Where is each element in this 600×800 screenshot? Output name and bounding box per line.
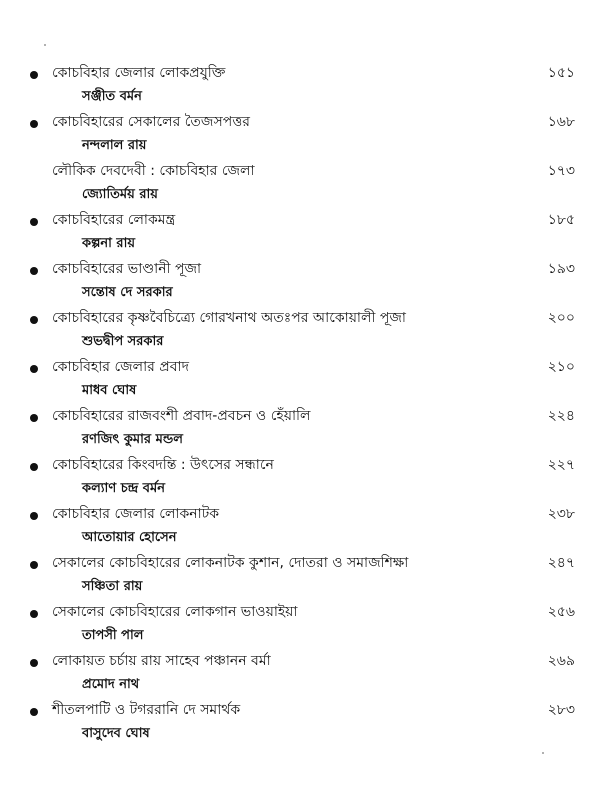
table-of-contents: [30, 62, 575, 748]
entry-author: নন্দলাল রায়: [82, 138, 147, 153]
toc-entry: [30, 62, 575, 111]
bullet-icon: [30, 267, 38, 275]
entry-page-number: ১৫১: [547, 65, 575, 81]
entry-author: আতোয়ার হোসেন: [82, 530, 177, 545]
toc-entry: [30, 699, 575, 748]
entry-page-number: ২১০: [547, 359, 575, 375]
toc-entry: [30, 454, 575, 503]
entry-title: শীতলপাটি ও টগররানি দে সমার্থক: [52, 702, 241, 718]
toc-entry: [30, 503, 575, 552]
entry-title: সেকালের কোচবিহারের লোকনাটক কুশান, দোতরা ও সমাজশিক্ষা: [52, 555, 409, 571]
entry-page-number: ১৯৩: [547, 261, 575, 277]
toc-entry: [30, 356, 575, 405]
toc-entry: [30, 650, 575, 699]
bullet-icon: [30, 414, 38, 422]
entry-page-number: ১৭৩: [547, 163, 575, 179]
toc-entry: [30, 258, 575, 307]
entry-page-number: ১৮৫: [547, 212, 575, 228]
entry-title: সেকালের কোচবিহারের লোকগান ভাওয়াইয়া: [52, 604, 298, 620]
entry-title: কোচবিহারের কিংবদন্তি : উৎসের সন্ধানে: [52, 457, 274, 473]
entry-page-number: ২৮৩: [547, 702, 575, 718]
entry-author: সঞ্জীত বর্মন: [82, 89, 142, 104]
entry-author: কল্যাণ চন্দ্র বর্মন: [82, 481, 165, 496]
entry-page-number: ২৪৭: [547, 555, 575, 571]
entry-author: রণজিৎ কুমার মন্ডল: [82, 432, 183, 447]
bullet-icon: [30, 365, 38, 373]
entry-title: কোচবিহারের রাজবংশী প্রবাদ-প্রবচন ও হেঁয়ালি: [52, 408, 311, 424]
toc-entry: [30, 552, 575, 601]
entry-author: সন্তোষ দে সরকার: [82, 285, 173, 300]
toc-entry: [30, 160, 575, 209]
entry-page-number: ২২৭: [547, 457, 575, 473]
bullet-icon: [30, 659, 38, 667]
bullet-icon: [30, 218, 38, 226]
entry-page-number: ২০০: [547, 310, 575, 326]
entry-title: কোচবিহারের সেকালের তৈজসপত্তর: [52, 114, 250, 130]
bullet-icon: [30, 561, 38, 569]
bullet-icon: [30, 463, 38, 471]
bullet-icon: [30, 316, 38, 324]
entry-title: কোচবিহার জেলার প্রবাদ: [52, 359, 189, 375]
toc-entry: [30, 601, 575, 650]
scan-speck: [44, 44, 46, 46]
entry-author: কল্পনা রায়: [82, 236, 136, 251]
entry-page-number: ২২৪: [547, 408, 575, 424]
entry-page-number: ২৬৯: [547, 653, 575, 669]
bullet-icon: [30, 512, 38, 520]
entry-title: লৌকিক দেবদেবী : কোচবিহার জেলা: [52, 163, 255, 179]
entry-title: কোচবিহারের কৃষ্ণবৈচিত্র্যে গোরখনাথ অতঃপর আকোয়ালী পূজা: [52, 310, 406, 326]
bullet-icon: [30, 71, 38, 79]
bullet-icon: [30, 708, 38, 716]
bullet-icon: [30, 120, 38, 128]
entry-author: মাধব ঘোষ: [82, 383, 137, 398]
entry-title: লোকায়ত চর্চায় রায় সাহেব পঞ্চানন বর্মা: [52, 653, 271, 669]
entry-title: কোচবিহার জেলার লোকপ্রযুক্তি: [52, 65, 226, 81]
entry-author: বাসুদেব ঘোষ: [82, 726, 150, 741]
entry-title: কোচবিহারের ভাণ্ডানী পূজা: [52, 261, 202, 277]
entry-title: কোচবিহার জেলার লোকনাটক: [52, 506, 220, 522]
toc-entry: [30, 111, 575, 160]
toc-entry: [30, 307, 575, 356]
entry-author: প্রমোদ নাথ: [82, 677, 140, 692]
entry-page-number: ২৫৬: [547, 604, 575, 620]
entry-page-number: ২৩৮: [547, 506, 575, 522]
toc-entry: [30, 405, 575, 454]
toc-entry: [30, 209, 575, 258]
entry-author: সঞ্চিতা রায়: [82, 579, 143, 594]
entry-title: কোচবিহারের লোকমন্ত্র: [52, 212, 176, 228]
entry-author: শুভদ্বীপ সরকার: [82, 334, 164, 349]
entry-page-number: ১৬৮: [547, 114, 575, 130]
bullet-icon: [30, 610, 38, 618]
scan-speck: [542, 752, 544, 754]
entry-author: জ্যোতির্ময় রায়: [82, 187, 158, 202]
entry-author: তাপসী পাল: [82, 628, 144, 643]
